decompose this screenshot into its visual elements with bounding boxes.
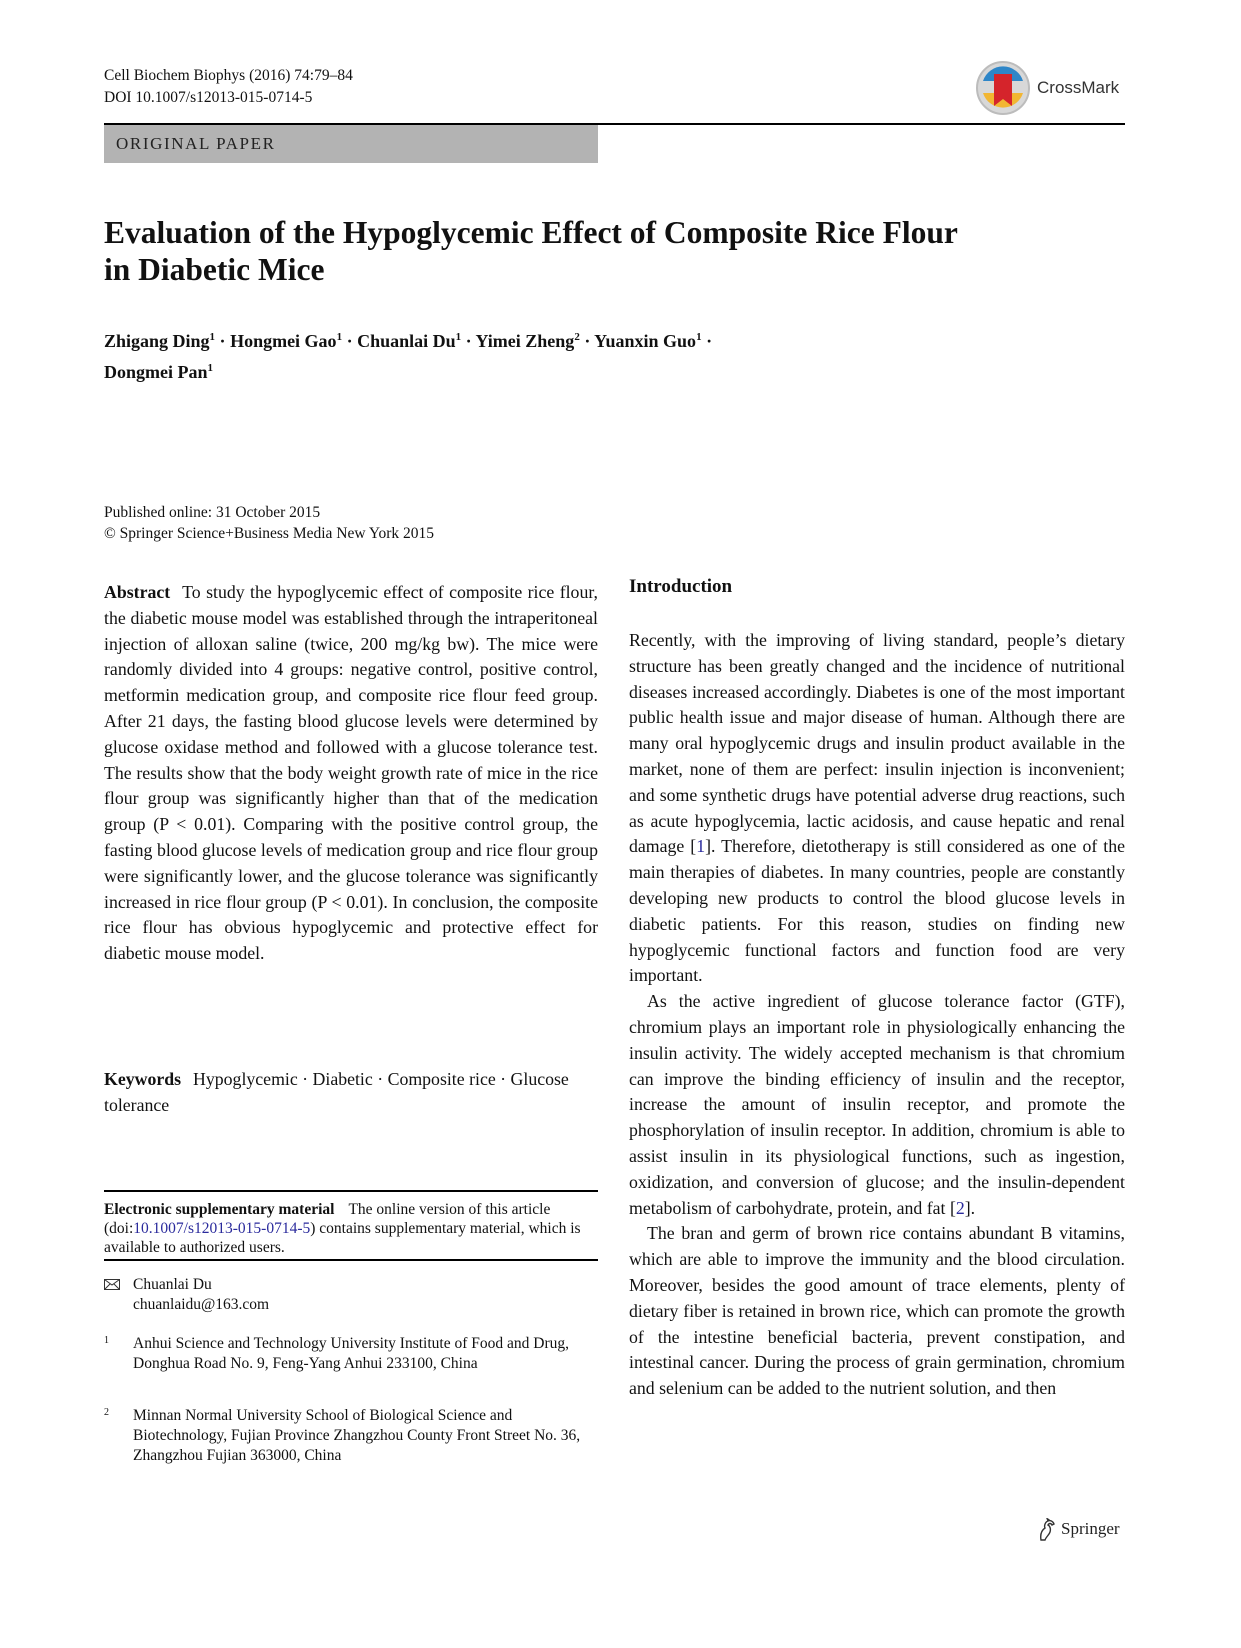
author-affiliation: 1 [209, 331, 216, 343]
introduction-heading: Introduction [629, 576, 733, 597]
author-list [104, 324, 1004, 386]
keywords [104, 1067, 598, 1119]
paragraph [629, 628, 1125, 989]
journal-citation: Cell Biochem Biophys (2016) 74:79–84 [104, 67, 353, 84]
introduction-body [629, 628, 1125, 1402]
envelope-icon [104, 1279, 120, 1290]
author-separator: · [342, 331, 358, 351]
contact-name: Chuanlai Du [133, 1276, 212, 1293]
author-name[interactable]: Chuanlai Du [357, 331, 456, 351]
paragraph-text: ]. Therefore, dietotherapy is still considered as one of the main therapies of diabetes. In many countries, people are constantly developing new products to control the blood glucose levels in diabetic patients. For this reason, studies on finding new hypoglycemic functional factors and function food are very important. [629, 836, 1125, 986]
author-separator: · [701, 331, 713, 351]
author-name[interactable]: Hongmei Gao [230, 331, 337, 351]
author-name[interactable]: Dongmei Pan [104, 362, 208, 382]
crossmark-badge[interactable] [974, 60, 1126, 116]
author-affiliation: 1 [455, 331, 462, 343]
affiliation-number: 1 [104, 1335, 109, 1346]
author-affiliation: 1 [336, 331, 343, 343]
author-name[interactable]: Yimei Zheng [475, 331, 575, 351]
doi-link[interactable]: 10.1007/s12013-015-0714-5 [133, 1220, 311, 1237]
author-separator: · [461, 331, 476, 351]
affiliation [104, 1406, 598, 1466]
abstract-heading: Abstract [104, 582, 171, 602]
contact-email[interactable]: chuanlaidu@163.com [133, 1296, 270, 1313]
author-name[interactable]: Zhigang Ding [104, 331, 210, 351]
author-affiliation: 1 [207, 362, 213, 374]
supplementary-note [104, 1200, 598, 1257]
paper-type-banner [104, 125, 598, 163]
title-line-1: Evaluation of the Hypoglycemic Effect of Composite Rice Flour [104, 215, 958, 250]
paragraph-text: Recently, with the improving of living standard, people’s dietary structure has been greatly changed and the incidence of nutritional diseases increased accordingly. Diabetes is one of the most important public health issue and major disease of human. Although there are many oral hypoglycemic drugs and insulin product available in the market, none of them are perfect: insulin injection is inconvenient; and some synthetic drugs have potential adverse drug reactions, such as acute hypoglycemia, lactic acidosis, and cause hepatic and renal damage [ [629, 630, 1125, 857]
affiliation-text: Anhui Science and Technology University Institute of Food and Drug, Donghua Road No. 9, Feng-Yang Anhui 233100, China [133, 1335, 569, 1372]
citation-link[interactable]: 1 [696, 836, 706, 857]
author-separator: · [579, 331, 595, 351]
corresponding-author [104, 1275, 269, 1315]
author-separator: · [215, 331, 231, 351]
author-affiliation: 1 [696, 331, 702, 343]
publication-info [104, 502, 434, 544]
published-date: Published online: 31 October 2015 [104, 504, 321, 521]
paragraph: The bran and germ of brown rice contains abundant B vitamins, which are able to improve the immunity and the blood circulation. Moreover, besides the good amount of trace elements, plenty of dietary fiber is retained in brown rice, which can promote the growth of the intestine beneficial bacteria, prevent constipation, and intestinal cancer. During the process of grain germination, chromium and selenium can be added to the nutrient solution, and then [629, 1223, 1125, 1399]
crossmark-label: CrossMark [1037, 78, 1120, 97]
crossmark-icon [974, 60, 1032, 116]
footnote-rule [104, 1259, 598, 1261]
keywords-heading: Keywords [104, 1069, 182, 1089]
publisher-name: Springer [1061, 1519, 1120, 1538]
doi-line: DOI 10.1007/s12013-015-0714-5 [104, 89, 313, 106]
supplementary-text: The online version of this article (doi: [104, 1201, 551, 1237]
title-line-2: in Diabetic Mice [104, 252, 325, 287]
keywords-text: Hypoglycemic · Diabetic · Composite rice · Glucose tolerance [104, 1069, 569, 1115]
paper-type: ORIGINAL PAPER [116, 134, 276, 153]
footnote-rule [104, 1190, 598, 1192]
copyright-line: © Springer Science+Business Media New York 2015 [104, 525, 435, 542]
affiliation-number: 2 [104, 1407, 109, 1418]
paragraph-text: As the active ingredient of glucose tolerance factor (GTF), chromium plays an important role in physiologically enhancing the insulin activity. The widely accepted mechanism is that chromium can improve the binding efficiency of insulin and the receptor, increase the amount of insulin receptor, and promote the phosphorylation of insulin receptor. In addition, chromium is able to assist insulin in its physiological functions, such as ingestion, oxidization, and conversion of glucose; and the insulin-dependent metabolism of carbohydrate, protein, and fat [ [629, 991, 1125, 1218]
springer-horse-icon [1036, 1518, 1058, 1542]
article-title [104, 214, 1064, 288]
abstract [104, 580, 598, 967]
abstract-text: To study the hypoglycemic effect of composite rice flour, the diabetic mouse model was established through the intraperitoneal injection of alloxan saline (twice, 200 mg/kg bw). The mice were randomly divided into 4 groups: negative control, positive control, metformin medication group, and composite rice flour feed group. After 21 days, the fasting blood glucose levels were determined by glucose oxidase method and followed with a glucose tolerance test. The results show that the body weight growth rate of mice in the rice flour group was significantly higher than that of the medication group (P < 0.01). Comparing with the positive control group, the fasting blood glucose levels of medication group and rice flour group were significantly lower, and the glucose tolerance was significantly increased in rice flour group (P < 0.01). In conclusion, the composite rice flour has obvious hypoglycemic and protective effect for diabetic mouse model. [104, 582, 598, 964]
author-affiliation: 2 [574, 331, 580, 343]
affiliation-text: Minnan Normal University School of Biological Science and Biotechnology, Fujian Province Zhangzhou County Front Street No. 36, Zhangzhou Fujian 363000, China [133, 1407, 581, 1464]
supplementary-text-end: ) contains supplementary material, which is available to authorized users. [104, 1220, 581, 1256]
affiliation [104, 1334, 598, 1374]
paragraph-text: ]. [964, 1197, 976, 1218]
citation-link[interactable]: 2 [955, 1197, 965, 1218]
supplementary-heading: Electronic supplementary material [104, 1201, 335, 1218]
author-name[interactable]: Yuanxin Guo [594, 331, 697, 351]
paragraph [629, 989, 1125, 1221]
